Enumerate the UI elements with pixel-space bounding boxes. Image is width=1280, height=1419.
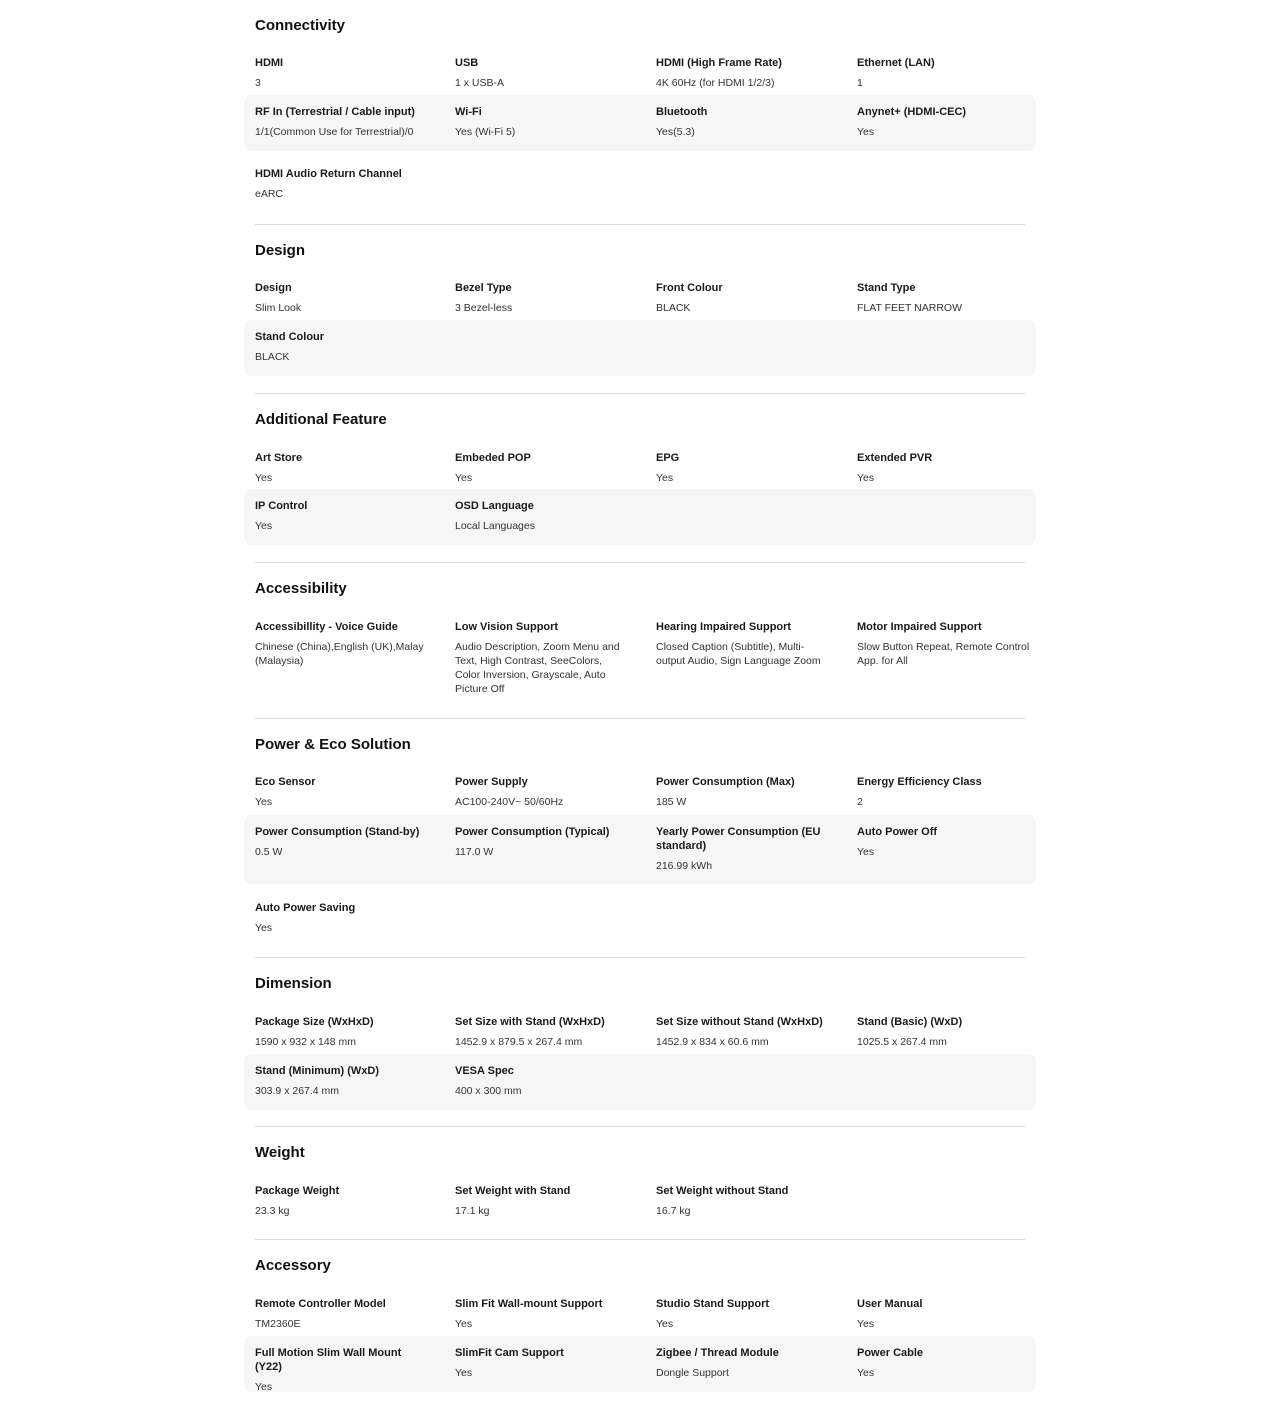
spec-label: Low Vision Support xyxy=(455,621,559,633)
spec-item-set-size-without-stand-wxhxd xyxy=(656,1015,831,1049)
spec-label: Studio Stand Support xyxy=(656,1298,770,1310)
spec-label: EPG xyxy=(656,452,680,464)
spec-value: Yes xyxy=(857,1367,875,1379)
spec-value: Dongle Support xyxy=(656,1367,729,1379)
spec-value: 303.9 x 267.4 mm xyxy=(255,1085,340,1097)
spec-value: 185 W xyxy=(656,796,687,808)
spec-label: Wi-Fi xyxy=(455,106,482,118)
spec-label: Stand (Basic) (WxD) xyxy=(857,1016,963,1028)
spec-row xyxy=(244,271,1036,327)
spec-value: 23.3 kg xyxy=(255,1205,290,1217)
spec-row xyxy=(244,157,1036,213)
spec-item-extended-pvr xyxy=(857,451,1032,485)
spec-label: Set Size with Stand (WxHxD) xyxy=(455,1016,605,1028)
spec-row xyxy=(244,765,1036,821)
spec-label: Extended PVR xyxy=(857,452,933,464)
spec-item-hdmi-high-frame-rate xyxy=(656,56,831,90)
spec-row xyxy=(244,1054,1036,1110)
spec-value: AC100-240V~ 50/60Hz xyxy=(455,796,564,808)
spec-value: 1/1(Common Use for Terrestrial)/0 xyxy=(255,126,414,138)
spec-row xyxy=(244,489,1036,545)
spec-row xyxy=(244,1005,1036,1061)
spec-value: Yes xyxy=(255,520,273,532)
spec-item-set-size-with-stand-wxhxd xyxy=(455,1015,630,1049)
spec-label: Power Consumption (Max) xyxy=(656,776,795,788)
spec-item-wi-fi xyxy=(455,105,630,139)
spec-label: Design xyxy=(255,282,292,294)
spec-value: 117.0 W xyxy=(455,846,494,858)
spec-value: Slim Look xyxy=(255,302,302,314)
spec-row xyxy=(244,1336,1036,1392)
spec-label: Stand (Minimum) (WxD) xyxy=(255,1065,380,1077)
section-title: Weight xyxy=(255,1144,305,1161)
spec-item-motor-impaired-support xyxy=(857,620,1032,668)
spec-label: Energy Efficiency Class xyxy=(857,776,982,788)
spec-item-energy-efficiency-class xyxy=(857,775,1032,809)
spec-label: Bezel Type xyxy=(455,282,512,294)
spec-value: 0.5 W xyxy=(255,846,283,858)
spec-label: Auto Power Saving xyxy=(255,902,356,914)
spec-label: Stand Type xyxy=(857,282,916,294)
spec-item-rf-in-terrestrial-cable-input xyxy=(255,105,430,139)
spec-item-eco-sensor xyxy=(255,775,430,809)
spec-value: Yes xyxy=(455,1367,473,1379)
spec-row xyxy=(244,46,1036,102)
section-title: Design xyxy=(255,242,306,259)
spec-item-vesa-spec xyxy=(455,1064,630,1098)
section-title: Connectivity xyxy=(255,17,346,34)
spec-item-art-store xyxy=(255,451,430,485)
spec-label: Set Size without Stand (WxHxD) xyxy=(656,1016,823,1028)
spec-label: Package Weight xyxy=(255,1185,340,1197)
spec-value: Yes xyxy=(857,126,875,138)
spec-value: 17.1 kg xyxy=(455,1205,490,1217)
spec-value: Local Languages xyxy=(455,520,535,532)
spec-label: Art Store xyxy=(255,452,303,464)
spec-row xyxy=(244,891,1036,947)
spec-value: FLAT FEET NARROW xyxy=(857,302,963,314)
spec-value: BLACK xyxy=(255,351,290,363)
spec-value: Closed Caption (Subtitle), Multi-output Audio, Sign Language Zoom xyxy=(656,641,821,667)
spec-item-low-vision-support xyxy=(455,620,630,696)
spec-label: Full Motion Slim Wall Mount (Y22) xyxy=(255,1347,402,1373)
spec-value: 16.7 kg xyxy=(656,1205,691,1217)
spec-item-ip-control xyxy=(255,499,430,533)
spec-label: Power Consumption (Stand-by) xyxy=(255,826,420,838)
spec-value: 1452.9 x 834 x 60.6 mm xyxy=(656,1036,769,1048)
section-divider xyxy=(255,562,1025,563)
spec-item-power-consumption-max xyxy=(656,775,831,809)
spec-value: Chinese (China),English (UK),Malay (Malaysia) xyxy=(255,641,424,667)
spec-label: Anynet+ (HDMI-CEC) xyxy=(857,106,967,118)
spec-item-ethernet-lan xyxy=(857,56,1032,90)
spec-item-anynet-hdmi-cec xyxy=(857,105,1032,139)
spec-label: Power Supply xyxy=(455,776,528,788)
spec-value: Yes xyxy=(656,1318,674,1330)
spec-label: OSD Language xyxy=(455,500,534,512)
spec-item-package-size-wxhxd xyxy=(255,1015,430,1049)
spec-value: Yes (Wi-Fi 5) xyxy=(455,126,516,138)
section-title: Power & Eco Solution xyxy=(255,736,411,753)
spec-value: Audio Description, Zoom Menu and Text, High Contrast, SeeColors, Color Inversion, Grayscale, Auto Picture Off xyxy=(455,641,620,695)
spec-label: USB xyxy=(455,57,479,69)
spec-label: Set Weight without Stand xyxy=(656,1185,789,1197)
spec-item-yearly-power-consumption-eu-standard xyxy=(656,825,831,873)
spec-value: 1025.5 x 267.4 mm xyxy=(857,1036,947,1048)
spec-value: 1452.9 x 879.5 x 267.4 mm xyxy=(455,1036,583,1048)
spec-item-auto-power-off xyxy=(857,825,1032,859)
section-divider xyxy=(255,393,1025,394)
spec-value: Yes xyxy=(255,472,273,484)
spec-value: Yes xyxy=(857,1318,875,1330)
spec-value: Yes xyxy=(857,472,875,484)
spec-label: Hearing Impaired Support xyxy=(656,621,792,633)
spec-label: Package Size (WxHxD) xyxy=(255,1016,374,1028)
spec-label: Eco Sensor xyxy=(255,776,316,788)
spec-item-power-consumption-typical xyxy=(455,825,630,859)
spec-item-slim-fit-wall-mount-support xyxy=(455,1297,630,1331)
spec-value: 3 xyxy=(255,77,261,89)
spec-value: Yes xyxy=(455,472,473,484)
spec-item-design xyxy=(255,281,430,315)
spec-item-bezel-type xyxy=(455,281,630,315)
spec-value: 1 x USB-A xyxy=(455,77,505,89)
spec-label: SlimFit Cam Support xyxy=(455,1347,564,1359)
spec-value: Yes xyxy=(255,796,273,808)
spec-label: Ethernet (LAN) xyxy=(857,57,935,69)
spec-item-set-weight-with-stand xyxy=(455,1184,630,1218)
spec-row xyxy=(244,95,1036,151)
section-divider xyxy=(255,1126,1025,1127)
spec-row xyxy=(244,610,1036,700)
spec-label: Bluetooth xyxy=(656,106,708,118)
spec-value: 4K 60Hz (for HDMI 1/2/3) xyxy=(656,77,775,89)
spec-value: Slow Button Repeat, Remote Control App. for All xyxy=(857,641,1030,667)
spec-label: HDMI (High Frame Rate) xyxy=(656,57,782,69)
spec-item-slimfit-cam-support xyxy=(455,1346,630,1380)
section-divider xyxy=(255,718,1025,719)
spec-item-embeded-pop xyxy=(455,451,630,485)
spec-value: Yes xyxy=(255,922,273,934)
spec-item-usb xyxy=(455,56,630,90)
spec-value: 400 x 300 mm xyxy=(455,1085,522,1097)
spec-item-hdmi-audio-return-channel xyxy=(255,167,430,201)
spec-value: 3 Bezel-less xyxy=(455,302,513,314)
spec-item-bluetooth xyxy=(656,105,831,139)
spec-value: 1590 x 932 x 148 mm xyxy=(255,1036,356,1048)
spec-value: Yes xyxy=(455,1318,473,1330)
spec-item-accessibillity-voice-guide xyxy=(255,620,430,668)
spec-item-osd-language xyxy=(455,499,630,533)
spec-label: Power Consumption (Typical) xyxy=(455,826,610,838)
section-title: Additional Feature xyxy=(255,411,387,428)
spec-item-auto-power-saving xyxy=(255,901,430,935)
spec-value: eARC xyxy=(255,188,284,200)
spec-item-full-motion-slim-wall-mount-y22 xyxy=(255,1346,430,1394)
section-title: Accessory xyxy=(255,1257,331,1274)
spec-label: HDMI Audio Return Channel xyxy=(255,168,402,180)
spec-item-power-supply xyxy=(455,775,630,809)
spec-item-remote-controller-model xyxy=(255,1297,430,1331)
spec-label: Yearly Power Consumption (EU standard) xyxy=(656,826,821,852)
spec-label: IP Control xyxy=(255,500,308,512)
spec-item-user-manual xyxy=(857,1297,1032,1331)
spec-label: Accessibillity - Voice Guide xyxy=(255,621,398,633)
spec-row xyxy=(244,815,1036,884)
spec-label: VESA Spec xyxy=(455,1065,514,1077)
spec-row xyxy=(244,1287,1036,1343)
spec-row xyxy=(244,1174,1036,1230)
spec-item-front-colour xyxy=(656,281,831,315)
spec-value: Yes(5.3) xyxy=(656,126,695,138)
spec-item-zigbee-thread-module xyxy=(656,1346,831,1380)
spec-value: TM2360E xyxy=(255,1318,301,1330)
spec-label: User Manual xyxy=(857,1298,923,1310)
spec-label: RF In (Terrestrial / Cable input) xyxy=(255,106,415,118)
spec-label: Motor Impaired Support xyxy=(857,621,982,633)
spec-label: Slim Fit Wall-mount Support xyxy=(455,1298,603,1310)
spec-item-power-consumption-stand-by xyxy=(255,825,430,859)
spec-value: 2 xyxy=(857,796,863,808)
spec-item-stand-basic-wxd xyxy=(857,1015,1032,1049)
spec-label: Remote Controller Model xyxy=(255,1298,386,1310)
spec-label: Front Colour xyxy=(656,282,723,294)
spec-label: Embeded POP xyxy=(455,452,531,464)
spec-value: 216.99 kWh xyxy=(656,860,713,872)
spec-value: BLACK xyxy=(656,302,691,314)
spec-label: Power Cable xyxy=(857,1347,924,1359)
spec-item-epg xyxy=(656,451,831,485)
spec-item-set-weight-without-stand xyxy=(656,1184,831,1218)
spec-item-stand-colour xyxy=(255,330,430,364)
spec-item-stand-minimum-wxd xyxy=(255,1064,430,1098)
section-divider xyxy=(255,957,1025,958)
spec-label: HDMI xyxy=(255,57,284,69)
spec-label: Set Weight with Stand xyxy=(455,1185,571,1197)
section-title: Accessibility xyxy=(255,580,347,597)
section-divider xyxy=(255,1239,1025,1240)
spec-item-studio-stand-support xyxy=(656,1297,831,1331)
spec-row xyxy=(244,320,1036,376)
spec-value: Yes xyxy=(656,472,674,484)
section-title: Dimension xyxy=(255,975,332,992)
spec-item-hearing-impaired-support xyxy=(656,620,831,668)
spec-label: Auto Power Off xyxy=(857,826,938,838)
spec-item-power-cable xyxy=(857,1346,1032,1380)
spec-item-package-weight xyxy=(255,1184,430,1218)
spec-value: Yes xyxy=(857,846,875,858)
spec-value: Yes xyxy=(255,1381,273,1393)
spec-item-stand-type xyxy=(857,281,1032,315)
spec-item-hdmi xyxy=(255,56,430,90)
spec-label: Stand Colour xyxy=(255,331,325,343)
section-divider xyxy=(255,224,1025,225)
spec-label: Zigbee / Thread Module xyxy=(656,1347,779,1359)
spec-value: 1 xyxy=(857,77,863,89)
